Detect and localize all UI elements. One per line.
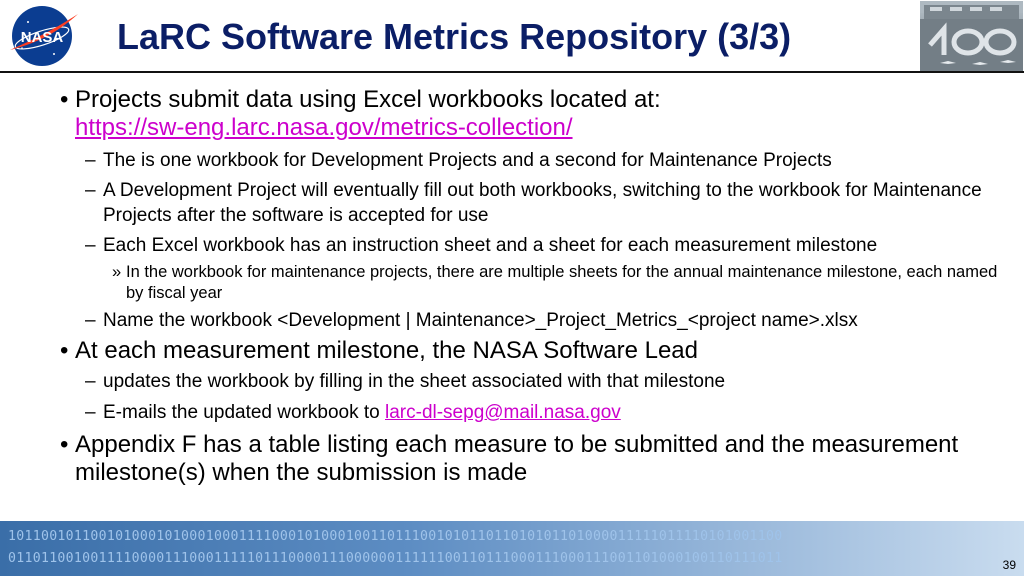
nasa-logo: [4, 4, 80, 68]
sub-bullet-text: updates the workbook by filling in the sheet associated with that milestone: [103, 371, 726, 392]
dash-marker: –: [85, 371, 96, 392]
sub-bullet-text: Name the workbook <Development | Maintenance>_Project_Metrics_<project name>.xlsx: [103, 310, 858, 331]
title-divider: [0, 71, 1024, 73]
metrics-collection-link[interactable]: https://sw-eng.larc.nasa.gov/metrics-collection/: [75, 114, 573, 141]
dash-marker: –: [85, 150, 96, 171]
bullet-3: [56, 431, 1016, 487]
bullet-marker: •: [60, 431, 69, 458]
binary-row: 0110110010011110000111000111110111000011100000011111100110111000111000111001101000100110111011: [8, 551, 783, 566]
sub-sub-bullet-text: In the workbook for maintenance projects, there are multiple sheets for the annual maintenance milestone, each named by fiscal year: [126, 263, 998, 302]
bullet-marker: •: [60, 337, 69, 364]
dash-marker: –: [85, 235, 96, 256]
dash-marker: –: [85, 180, 96, 201]
binary-footer-banner: [0, 521, 1024, 576]
sub-bullet-text: A Development Project will eventually fill out both workbooks, switching to the workbook for Maintenance Projects after the software is accepted for use: [103, 180, 982, 226]
sub-bullet-text: E-mails the updated workbook to: [103, 402, 385, 423]
sub-bullet: [56, 148, 1016, 173]
slide-body: [56, 86, 1016, 487]
sub-bullet: [56, 233, 1016, 258]
dash-marker: –: [85, 310, 96, 331]
sub-bullet: [56, 308, 1016, 333]
binary-row: 1011001011001010001010001000111100010100010011011100101011011010101101000011111011110101001100: [8, 529, 783, 544]
sub-sub-bullet: [56, 262, 1016, 304]
sub-bullet: [56, 369, 1016, 394]
bullet-1: [56, 86, 1016, 142]
slide-title: LaRC Software Metrics Repository (3/3): [117, 16, 792, 57]
bullet-3-text: Appendix F has a table listing each measure to be submitted and the measurement milestone(s) when the submission is made: [75, 431, 959, 486]
sub-bullet-text: Each Excel workbook has an instruction sheet and a sheet for each measurement milestone: [103, 235, 878, 256]
page-number: 39: [1002, 558, 1016, 572]
bullet-2: [56, 337, 1016, 365]
bullet-1-text: Projects submit data using Excel workbooks located at:: [75, 86, 661, 113]
sub-bullet-text: The is one workbook for Development Projects and a second for Maintenance Projects: [103, 150, 832, 171]
centennial-photo: [920, 1, 1023, 71]
bullet-marker: •: [60, 86, 69, 113]
bullet-2-text: At each measurement milestone, the NASA Software Lead: [75, 337, 699, 364]
sub-bullet: [56, 178, 1016, 228]
sepg-email-link[interactable]: larc-dl-sepg@mail.nasa.gov: [385, 402, 621, 423]
chevron-marker: »: [112, 263, 122, 281]
dash-marker: –: [85, 402, 96, 423]
svg-text:NASA: NASA: [20, 29, 64, 46]
sub-bullet: [56, 400, 1016, 425]
